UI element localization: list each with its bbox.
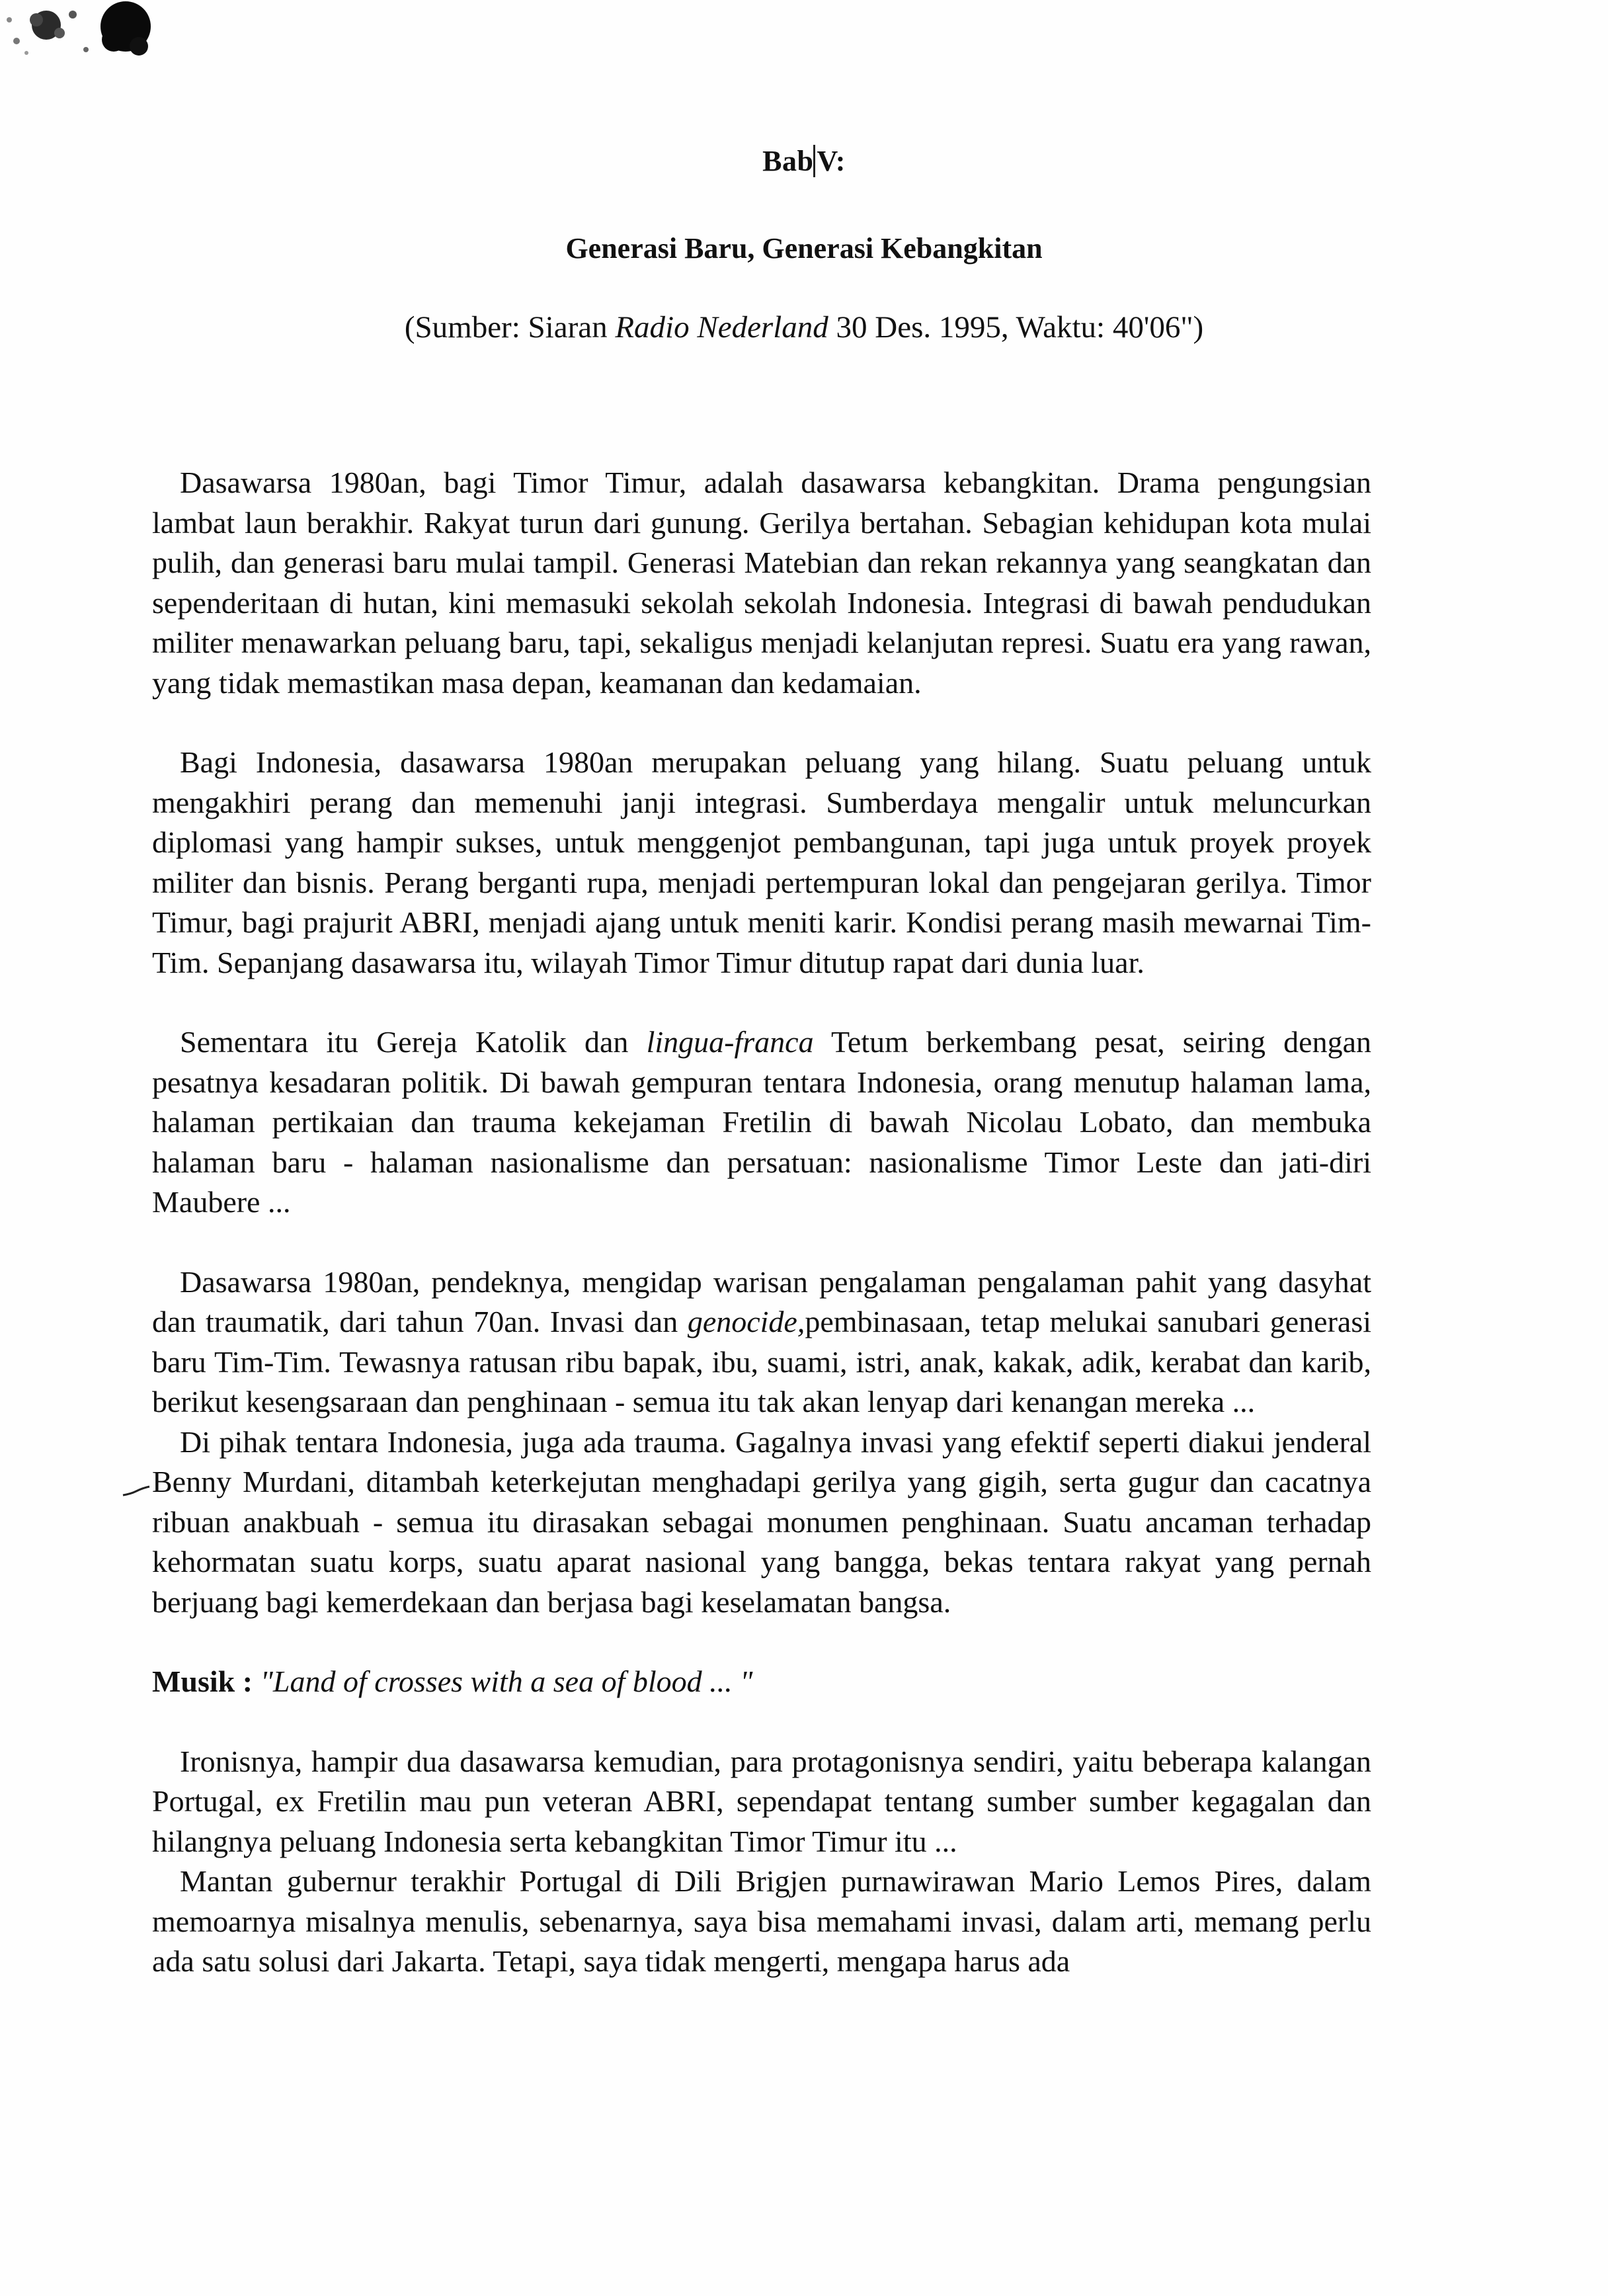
chapter-title: Generasi Baru, Generasi Kebangkitan	[565, 232, 1043, 265]
chapter-heading	[0, 144, 1608, 178]
paragraph-2: Bagi Indonesia, dasawarsa 1980an merupakan peluang yang hilang. Suatu peluang untuk mengakhiri perang dan memenuhi janji integrasi. Sumberdaya mengalir untuk meluncurkan diplomasi yang hampir sukses, untuk menggenjot pembangunan, tapi juga untuk proyek proyek militer dan bisnis. Perang berganti rupa, menjadi pertempuran lokal dan pengejaran gerilya. Timor Timur, bagi prajurit ABRI, menjadi ajang untuk meniti karir. Kondisi perang masih mewarnai Tim-Tim. Sepanjang dasawarsa itu, wilayah Timor Timur ditutup rapat dari dunia luar.	[152, 745, 1371, 979]
paragraph-4	[152, 1262, 1371, 1422]
source-open: (Sumber: Siaran	[404, 310, 616, 345]
paragraph-4-italic: genocide,	[687, 1305, 805, 1338]
chapter-number: V	[813, 145, 835, 177]
paragraph-5: Di pihak tentara Indonesia, juga ada trauma. Gagalnya invasi yang efektif seperti diakui jenderal Benny Murdani, ditambah keterkejutan menghadapi gerilya yang gigih, serta gugur dan cacatnya ribuan anakbuah - semua itu dirasakan sebagai monumen penghinaan. Suatu ancaman terhadap kehormatan suatu korps, suatu aparat nasional yang bangga, bekas tentara rakyat yang pernah berjuang bagi kemerdekaan dan berjasa bagi keselamatan bangsa.	[152, 1424, 1371, 1619]
paragraph-4-part-b: pembinasaan, tetap melukai sanubari generasi baru Tim-Tim. Tewasnya ratusan ribu bapak, ibu, suami, istri, anak, kakak, adik, kerabat dan karib, berikut kesengsaraan dan penghinaan - semua itu tak akan lenyap dari kenangan mereka ...	[152, 1305, 1371, 1418]
source-program: Radio Nederland	[615, 310, 828, 345]
paragraph-7: Mantan gubernur terakhir Portugal di Dili Brigjen purnawirawan Mario Lemos Pires, dalam memoarnya misalnya menulis, sebenarnya, saya bisa memahami invasi, dalam arti, memang perlu ada satu solusi dari Jakarta. Tetapi, saya tidak mengerti, mengapa harus ada	[152, 1864, 1371, 1978]
music-cue	[152, 1662, 1371, 1702]
source-close: 30 Des. 1995, Waktu: 40'06")	[828, 310, 1204, 345]
scan-ink-blot	[0, 0, 159, 73]
chapter-prefix: Bab	[762, 145, 814, 177]
chapter-suffix: :	[835, 145, 846, 177]
paragraph-3-part-a: Sementara itu Gereja Katolik dan	[180, 1025, 647, 1059]
body-text	[152, 463, 1371, 1982]
music-label: Musik :	[152, 1664, 253, 1698]
source-line	[0, 309, 1608, 345]
paragraph-3-italic: lingua-franca	[646, 1025, 814, 1059]
handwritten-margin-mark	[122, 1485, 151, 1498]
paragraph-4-part-a: Dasawarsa 1980an, pendeknya, mengidap warisan pengalaman pengalaman pahit yang dasyhat dan traumatik, dari tahun 70an. Invasi dan	[152, 1264, 1371, 1338]
music-quote: "Land of crosses with a sea of blood ... "	[260, 1664, 753, 1698]
paragraph-3-part-b: Tetum berkembang pesat, seiring dengan pesatnya kesadaran politik. Di bawah gempuran tentara Indonesia, orang menutup halaman lama, halaman pertikaian dan trauma kekejaman Fretilin di bawah Nicolau Lobato, dan membuka halaman baru - halaman nasionalisme dan persatuan: nasionalisme Timor Leste dan jati-diri Maubere ...	[152, 1025, 1371, 1219]
paragraph-1: Dasawarsa 1980an, bagi Timor Timur, adalah dasawarsa kebangkitan. Drama pengungsian lambat laun berakhir. Rakyat turun dari gunung. Gerilya bertahan. Sebagian kehidupan kota mulai pulih, dan generasi baru mulai tampil. Generasi Matebian dan rekan rekannya yang seangkatan dan sependeritaan di hutan, kini memasuki sekolah sekolah Indonesia. Integrasi di bawah pendudukan militer menawarkan peluang baru, tapi, sekaligus menjadi kelanjutan represi. Suatu era yang rawan, yang tidak memastikan masa depan, keamanan dan kedamaian.	[152, 466, 1371, 700]
paragraph-6: Ironisnya, hampir dua dasawarsa kemudian, para protagonisnya sendiri, yaitu beberapa kalangan Portugal, ex Fretilin mau pun veteran ABRI, sependapat tentang sumber sumber kegagalan dan hilangnya peluang Indonesia serta kebangkitan Timor Timur itu ...	[152, 1744, 1371, 1858]
paragraph-3	[152, 1022, 1371, 1223]
